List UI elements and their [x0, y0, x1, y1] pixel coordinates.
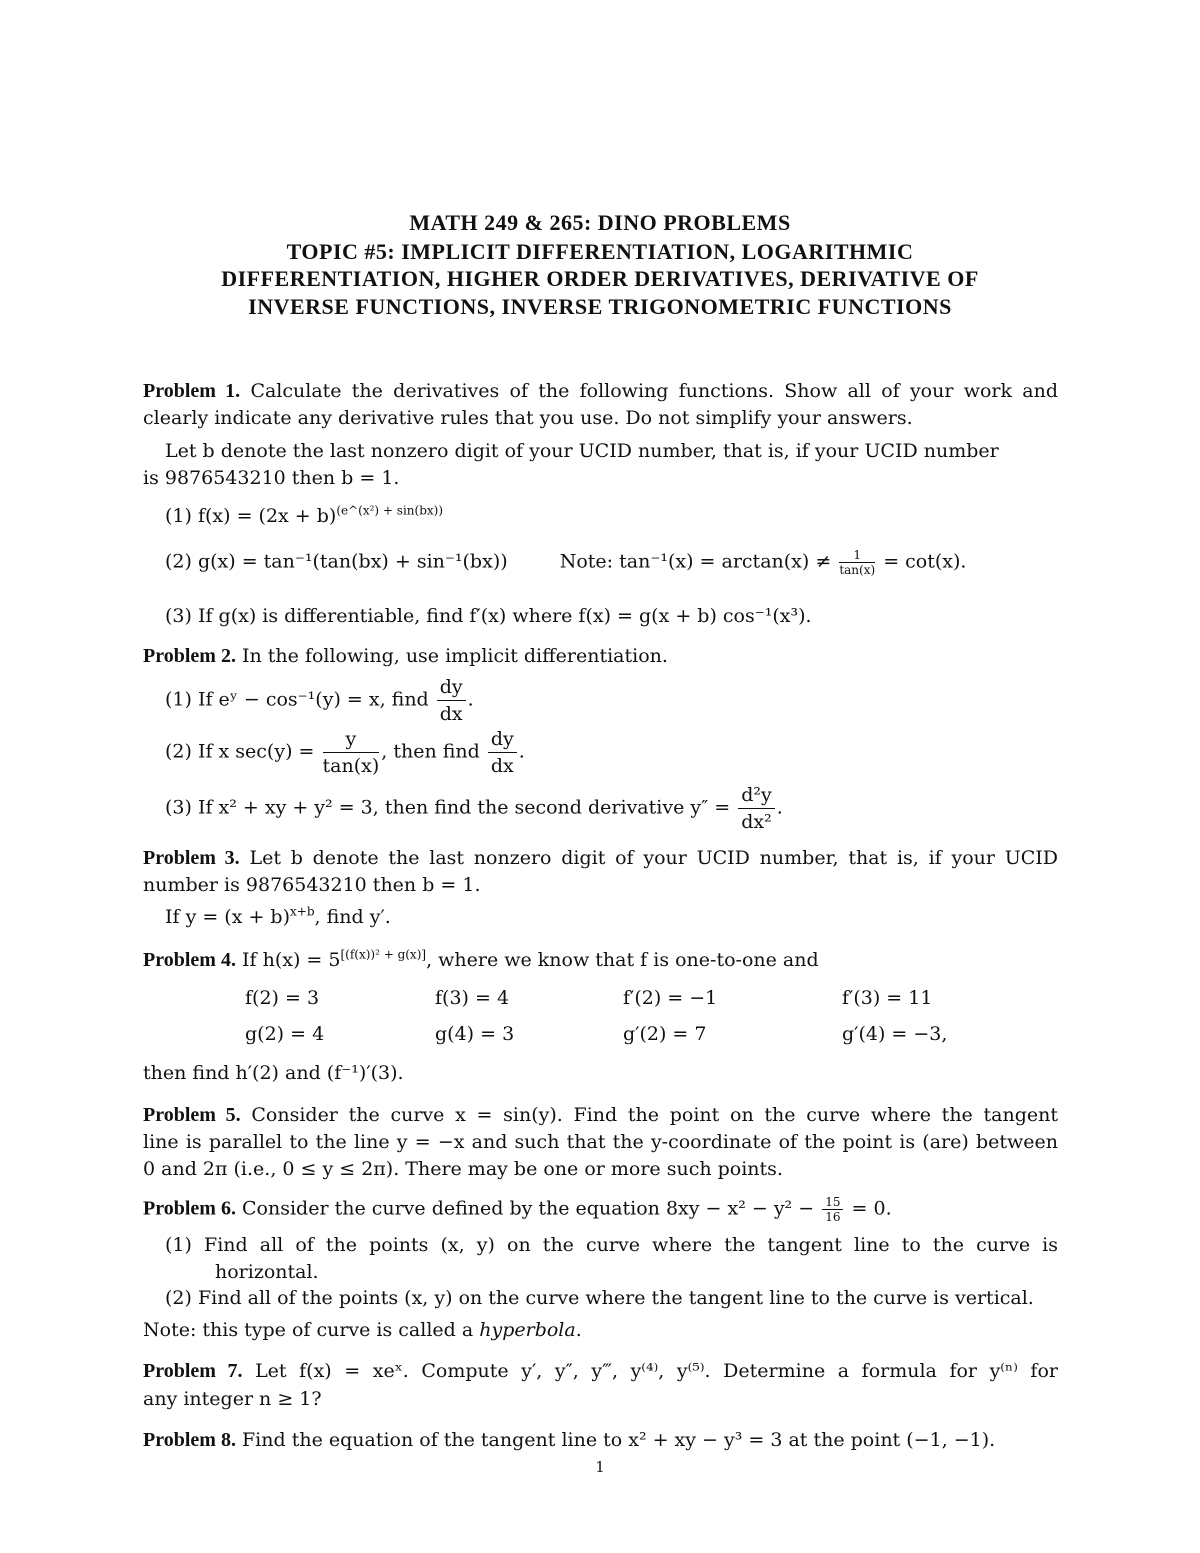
dy-dx-fraction-2	[488, 726, 517, 779]
problem-3-exponent: x+b	[290, 904, 315, 919]
value-cell: g(4) = 3	[435, 1023, 515, 1045]
problem-2-item-3: (3) If x² + xy + y² = 3, then find the second derivative y″ = $\frac{\text{d²y}}{\text{dx²}}$ .	[165, 784, 783, 833]
value-cell: f′(2) = −1	[623, 987, 718, 1009]
problem-4-label: Problem 4.	[143, 949, 236, 971]
fraction-num-15: 15	[822, 1195, 843, 1210]
problem-3-text-3: If y = (x + b)	[165, 906, 291, 928]
problem-1-item-2-note: Note: tan⁻¹(x) = arctan(x) ≠	[559, 550, 832, 573]
problem-3-line-3	[165, 904, 1058, 930]
problem-5-label: Problem 5.	[143, 1104, 241, 1126]
problem-8-text: Find the equation of the tangent line to x² + xy − y³ = 3 at the point (−1, −1).	[242, 1429, 996, 1451]
problem-2-item-2: (2) If x sec(y) = $\frac{y}{\tan(x)}$ , then find $\frac{dy}{dx}$ .	[165, 728, 525, 777]
problem-1-ucid-2: is 9876543210 then b = 1.	[143, 467, 400, 489]
y-over-tan-fraction	[323, 726, 380, 779]
dy: dy	[437, 674, 466, 701]
problem-6-item-1-cont: horizontal.	[215, 1261, 319, 1283]
problem-4-exponent: [(f(x))² + g(x)]	[340, 947, 427, 962]
value-cell: g′(2) = 7	[623, 1023, 707, 1045]
problem-7-text-1: Let f(x) = xeˣ. Compute y′, y″, y‴, y⁽⁴⁾, y⁽⁵⁾. Determine a formula for y⁽ⁿ⁾ for	[255, 1360, 1058, 1382]
problem-4-text-1: If h(x) = 5	[242, 949, 341, 971]
problem-6-text-1: Consider the curve defined by the equation 8xy − x² − y² −	[242, 1197, 815, 1220]
problem-6-text-1-end: = 0.	[851, 1197, 892, 1220]
problem-2-item-2-then: , then find	[381, 740, 480, 763]
problem-4-line-2: then find h′(2) and (f⁻¹)′(3).	[143, 1062, 404, 1084]
problem-5-line-1	[143, 1102, 1058, 1128]
d2y: d²y	[738, 782, 775, 809]
problem-4-line-1	[143, 947, 1058, 973]
problem-1-item-2	[165, 548, 1058, 577]
problem-1-intro	[143, 378, 1058, 404]
header-line-2: TOPIC #5: IMPLICIT DIFFERENTIATION, LOGARITHMIC	[286, 239, 914, 264]
problem-1-item-2-note-end: = cot(x).	[883, 550, 967, 573]
value-cell: f(2) = 3	[245, 987, 320, 1009]
note-fraction	[839, 548, 875, 577]
problem-1-item-2-expr: (2) g(x) = tan⁻¹(tan(bx) + sin⁻¹(bx))	[165, 550, 508, 573]
problem-1-item-1-exponent: (e^(x²) + sin(bx))	[336, 503, 444, 518]
problem-1-ucid-1: Let b denote the last nonzero digit of your UCID number, that is, if your UCID number	[165, 440, 999, 462]
value-cell: g′(4) = −3,	[842, 1023, 948, 1045]
problem-6-item-1: (1) Find all of the points (x, y) on the curve where the tangent line to the curve is	[165, 1234, 1058, 1256]
problem-3-line-2: number is 9876543210 then b = 1.	[143, 874, 481, 896]
problem-3-text-1: Let b denote the last nonzero digit of your UCID number, that is, if your UCID	[249, 847, 1059, 869]
problem-3-text-3-end: , find y′.	[314, 906, 391, 928]
problem-6-note-end: .	[575, 1319, 582, 1341]
problem-2-item-3-text: (3) If x² + xy + y² = 3, then find the second derivative y″ =	[165, 796, 731, 819]
problem-7-line-2: any integer n ≥ 1?	[143, 1388, 322, 1410]
problem-1-item-1	[165, 503, 1058, 529]
problem-2-item-1: (1) If eʸ − cos⁻¹(y) = x, find $\frac{dy}{dx}$ .	[165, 676, 474, 725]
problem-1-intro-2: clearly indicate any derivative rules that you use. Do not simplify your answers.	[143, 407, 913, 429]
value-cell: f′(3) = 11	[842, 987, 933, 1009]
header-line-3: DIFFERENTIATION, HIGHER ORDER DERIVATIVES, DERIVATIVE OF	[221, 266, 979, 291]
problem-5-line-3: 0 and 2π (i.e., 0 ≤ y ≤ 2π). There may be one or more such points.	[143, 1158, 783, 1180]
note-fraction-num: 1	[839, 548, 875, 563]
d2y-dx2-fraction	[738, 782, 775, 835]
problem-6-note-text: Note: this type of curve is called a	[143, 1319, 474, 1341]
dy-dx-fraction	[437, 674, 466, 727]
header-line-1: MATH 249 & 265: DINO PROBLEMS	[409, 210, 791, 235]
dx-2: dx	[490, 755, 514, 777]
problem-5-text-1: Consider the curve x = sin(y). Find the point on the curve where the tangent	[251, 1104, 1058, 1126]
value-cell: g(2) = 4	[245, 1023, 325, 1045]
problem-2-intro	[143, 643, 1058, 669]
problem-7-line-1	[143, 1358, 1058, 1384]
problem-4-text-1-end: , where we know that f is one-to-one and	[426, 949, 819, 971]
fifteen-sixteenths-fraction	[822, 1195, 843, 1224]
problem-8-label: Problem 8.	[143, 1429, 236, 1451]
value-cell: f(3) = 4	[435, 987, 510, 1009]
problem-6-label: Problem 6.	[143, 1197, 236, 1220]
note-fraction-den: tan(x)	[839, 563, 876, 577]
header-line-4: INVERSE FUNCTIONS, INVERSE TRIGONOMETRIC FUNCTIONS	[248, 294, 952, 319]
fraction-num-y: y	[323, 726, 380, 753]
problem-6-note	[143, 1317, 1058, 1343]
problem-3-label: Problem 3.	[143, 847, 240, 869]
problem-3-line-1	[143, 845, 1058, 871]
problem-1-label: Problem 1.	[143, 380, 241, 402]
fraction-den-16: 16	[825, 1210, 841, 1224]
problem-6-line-1	[143, 1195, 1058, 1227]
problem-1-item-1-base: (1) f(x) = (2x + b)	[165, 505, 337, 527]
problem-2-item-2-text: (2) If x sec(y) =	[165, 740, 315, 763]
dx2: dx²	[741, 811, 772, 833]
problem-2-intro-text: In the following, use implicit differentiation.	[242, 645, 668, 667]
page-number: 1	[595, 1458, 605, 1476]
problem-8-line-1	[143, 1427, 1058, 1453]
problem-6-item-2: (2) Find all of the points (x, y) on the curve where the tangent line to the curve is vertical.	[165, 1287, 1034, 1309]
problem-1-intro-text: Calculate the derivatives of the following functions. Show all of your work and	[250, 380, 1058, 402]
problem-2-item-1-text: (1) If eʸ − cos⁻¹(y) = x, find	[165, 688, 429, 711]
problem-5-line-2: line is parallel to the line y = −x and such that the y-coordinate of the point is (are) between	[143, 1131, 1058, 1153]
fraction-den-tan: tan(x)	[322, 755, 380, 777]
problem-6-note-word: hyperbola	[479, 1319, 576, 1341]
problem-7-label: Problem 7.	[143, 1360, 243, 1382]
problem-2-label: Problem 2.	[143, 645, 236, 667]
dy-2: dy	[488, 726, 517, 753]
dx: dx	[439, 703, 463, 725]
problem-1-item-3: (3) If g(x) is differentiable, find f′(x) where f(x) = g(x + b) cos⁻¹(x³).	[165, 605, 812, 627]
